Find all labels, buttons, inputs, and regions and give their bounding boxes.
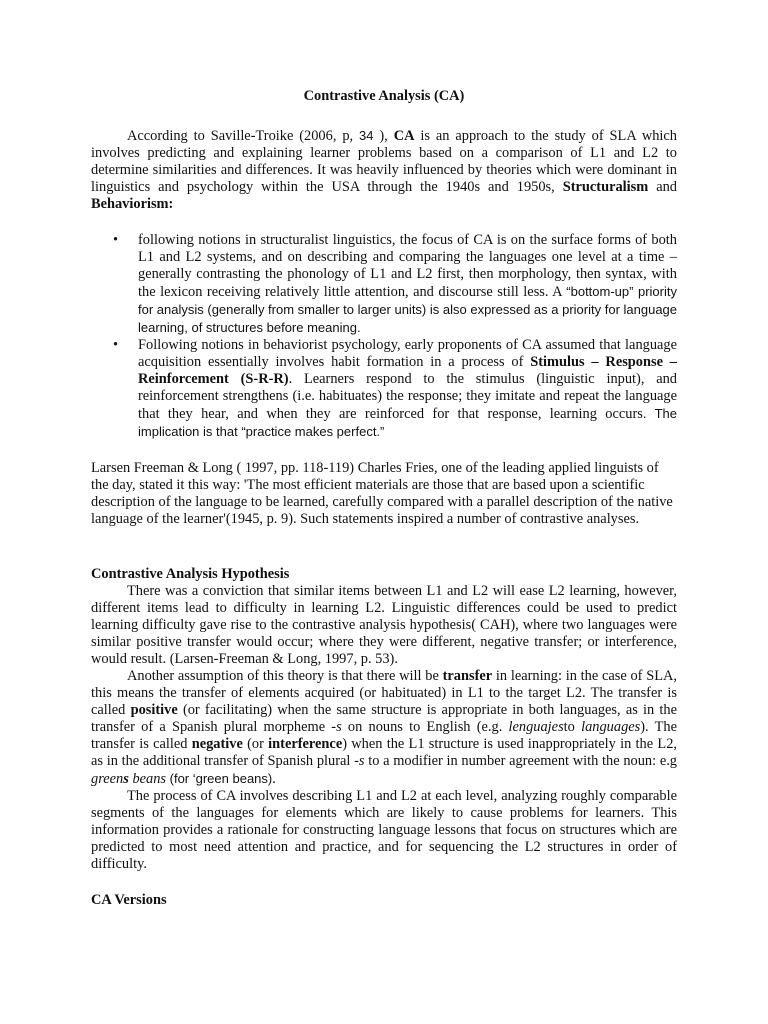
list-item: • Following notions in behaviorist psychology, early proponents of CA assumed that language acquisition essentially involves habit formation in a process of Stimulus – Response – Reinforcement (S-R-R). Learners respond to the stimulus (linguistic input), and reinforcement strengthens (i.e. habituates) the response; they imitate and repeat the language that they hear, and when they are reinforced for that response, learning occurs. The implication is that “practice makes perfect.” [113, 337, 677, 439]
intro-paragraph: According to Saville-Troike (2006, p, 34 ), CA is an approach to the study of SLA which involves predicting and explaining learner problems based on a comparison of L1 and L2 to determine similarities and differences. It was heavily influenced by theories which were dominant in linguistics and psychology within the USA through the 1940s and 1950s, Structuralism and Behaviorism: [91, 128, 678, 212]
cah-paragraph-1: There was a conviction that similar items between L1 and L2 will ease L2 learning, however, different items lead to difficulty in learning L2. Linguistic differences could be used to predict learning difficulty gave rise to the contrastive analysis hypothesis( CAH), where two languages were similar positive transfer would occur; where they were different, negative transfer; or interference, would result. (Larsen-Freeman & Long, 1997, p. 53). [91, 583, 677, 667]
bullet-icon: • [113, 337, 119, 353]
bullet-icon: • [113, 232, 119, 248]
list-item: • following notions in structuralist linguistics, the focus of CA is on the surface forms of both L1 and L2 systems, and on describing and comparing the languages one level at a time – generally contrasting the phonology of L1 and L2 first, then morphology, then syntax, with the lexicon receiving relatively little attention, and discourse still less. A “bottom-up” priority for analysis (generally from smaller to larger units) is also expressed as a priority for language learning, of structures before meaning. [113, 232, 678, 335]
notions-list [91, 232, 677, 441]
page-title: Contrastive Analysis (CA) [303, 88, 465, 104]
structuralism-term: Structuralism [562, 179, 649, 195]
behaviorism-term: Behaviorism: [91, 196, 174, 212]
ca-term: CA [393, 128, 415, 144]
cah-paragraph-3: The process of CA involves describing L1 and L2 at each level, analyzing roughly comparable segments of the languages for elements which are likely to cause problems for learners. This information provides a rationale for constructing language lessons that focus on structures which are predicted to most need attention and practice, and for sequencing the L2 structures in order of difficulty. [91, 788, 677, 872]
larsen-paragraph: Larsen Freeman & Long ( 1997, pp. 118-119) Charles Fries, one of the leading applied linguists of the day, stated it this way: 'The most efficient materials are those that are based upon a scientific description of the language to be learned, carefully compared with a parallel description of the native language of the learner'(1945, p. 9). Such statements inspired a number of contrastive analyses. [91, 460, 673, 527]
ca-versions-heading: CA Versions [91, 892, 167, 908]
cah-paragraph-2: Another assumption of this theory is that there will be transfer in learning: in the case of SLA, this means the transfer of elements acquired (or habituated) in L1 to the target L2. The transfer is called positive (or facilitating) when the same structure is appropriate in both languages, as in the transfer of a Spanish plural morpheme -s on nouns to English (e.g. lenguajesto languages). The transfer is called negative (or interference) when the L1 structure is used inappropriately in the L2, as in the additional transfer of Spanish plural -s to a modifier in number agreement with the noun: e.g greens beans (for ‘green beans). [91, 668, 677, 787]
cah-heading: Contrastive Analysis Hypothesis [91, 566, 290, 582]
document-content [91, 88, 677, 909]
page-number: 34 [359, 128, 374, 143]
srr-term: Stimulus – Response – Reinforcement (S-R-R) [138, 354, 677, 387]
